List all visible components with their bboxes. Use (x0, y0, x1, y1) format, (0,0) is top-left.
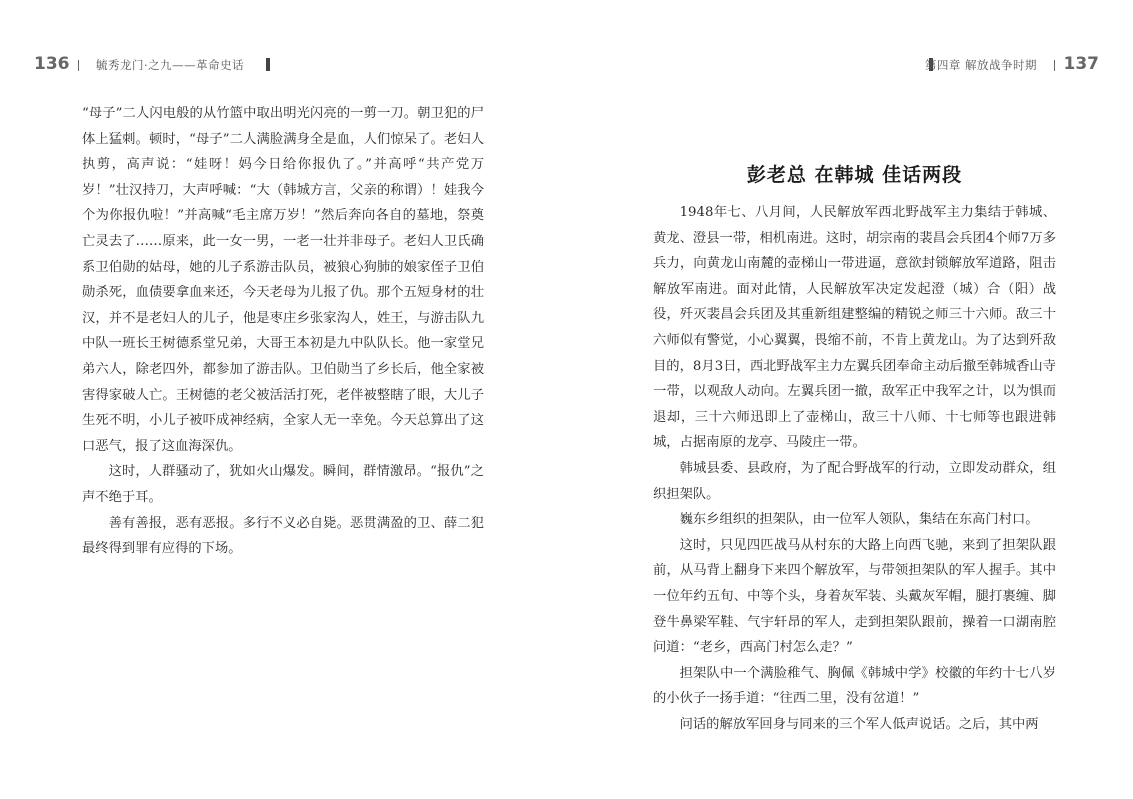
right-page-header (567, 55, 1133, 77)
paragraph: 这时，只见四匹战马从村东的大路上向西飞驰，来到了担架队跟前，从马背上翻身下来四个解放军，与带领担架队的军人握手。其中一位年约五旬、中等个头，身着灰军装、头戴灰军帽，腿打裹缠、脚登牛鼻梁军鞋、气宇轩昂的军人，走到担架队跟前，操着一口湖南腔问道：“老乡，西高门村怎么走？” (653, 537, 1056, 656)
left-page-header (0, 55, 566, 77)
right-page (567, 0, 1133, 799)
paragraph: 善有善报，恶有恶报。多行不义必自毙。恶贯满盈的卫、薛二犯最终得到罪有应得的下场。 (82, 515, 484, 557)
header-marker-left (266, 58, 270, 71)
paragraph: 巍东乡组织的担架队，由一位军人领队，集结在东高门村口。 (679, 512, 1039, 528)
header-divider-left (78, 60, 79, 71)
right-page-body (653, 200, 1056, 737)
header-divider-right (1054, 60, 1055, 71)
paragraph: 1948年七、八月间，人民解放军西北野战军主力集结于韩城、黄龙、澄县一带，相机南进。这时，胡宗南的裴昌会兵团4个师7万多兵力，向黄龙山南麓的壶梯山一带进逼，意欲封锁解放军道路，阻击解放军南进。面对此情，人民解放军决定发起澄（城）合（阳）战役，歼灭裴昌会兵团及其重新组建整编的精锐之师三十六师。敌三十六师似有警觉，小心翼翼，畏缩不前，不肯上黄龙山。为了达到歼敌目的，8月3日，西北野战军主力左翼兵团奉命主动后撤至韩城香山寺一带，以观敌人动向。左翼兵团一撤，敌军正中我军之计，以为惧而退却，三十六师迅即上了壶梯山，敌三十八师、十七师等也跟进韩城，占据南原的龙亭、马陵庄一带。 (653, 205, 1056, 451)
paragraph: 担架队中一个满脸稚气、胸佩《韩城中学》校徽的年约十七八岁的小伙子一扬手道：“往西二里，没有岔道！” (653, 665, 1056, 707)
paragraph: 韩城县委、县政府，为了配合野战军的行动，立即发动群众，组织担架队。 (653, 460, 1056, 502)
running-head-left: 毓秀龙门·之九——革命史话 (96, 58, 245, 72)
page-number-right: 137 (1063, 54, 1099, 74)
paragraph: “母子”二人闪电般的从竹篮中取出明光闪亮的一剪一刀。朝卫犯的尸体上猛刺。顿时，“母子”二人满脸满身全是血，人们惊呆了。老妇人执剪，高声说：“娃呀！妈今日给你报仇了。”并高呼“共产党万岁！”壮汉持刀，大声呼喊：“大（韩城方言，父亲的称谓）！娃我今个为你报仇啦！”并高喊“毛主席万岁！”然后奔向各自的墓地，祭奠亡灵去了……原来，此一女一男，一老一壮并非母子。老妇人卫氏确系卫伯勋的姑母，她的儿子系游击队员，被狼心狗肺的娘家侄子卫伯勋杀死，血债要拿血来还，今天老母为儿报了仇。那个五短身材的壮汉，并不是老妇人的儿子，他是枣庄乡张家沟人，姓王，与游击队九中队一班长王树德系堂兄弟，大哥王本初是九中队队长。他一家堂兄弟六人，除老四外，都参加了游击队。卫伯勋当了乡长后，他全家被害得家破人亡。王树德的老父被活活打死，老伴被整瞎了眼，大儿子生死不明，小儿子被吓成神经病，全家人无一幸免。今天总算出了这口恶气，报了这血海深仇。 (82, 106, 484, 454)
paragraph: 这时，人群骚动了，犹如火山爆发。瞬间，群情激昂。“报仇”之声不绝于耳。 (82, 464, 484, 505)
running-head-right: 第四章 解放战争时期 (924, 58, 1037, 72)
left-page (0, 0, 566, 799)
page-number-left: 136 (34, 54, 70, 74)
left-page-body (82, 101, 484, 562)
section-title: 彭老总 在韩城 佳话两段 (746, 164, 963, 186)
paragraph: 问话的解放军回身与同来的三个军人低声说话。之后，其中两 (679, 716, 1039, 732)
